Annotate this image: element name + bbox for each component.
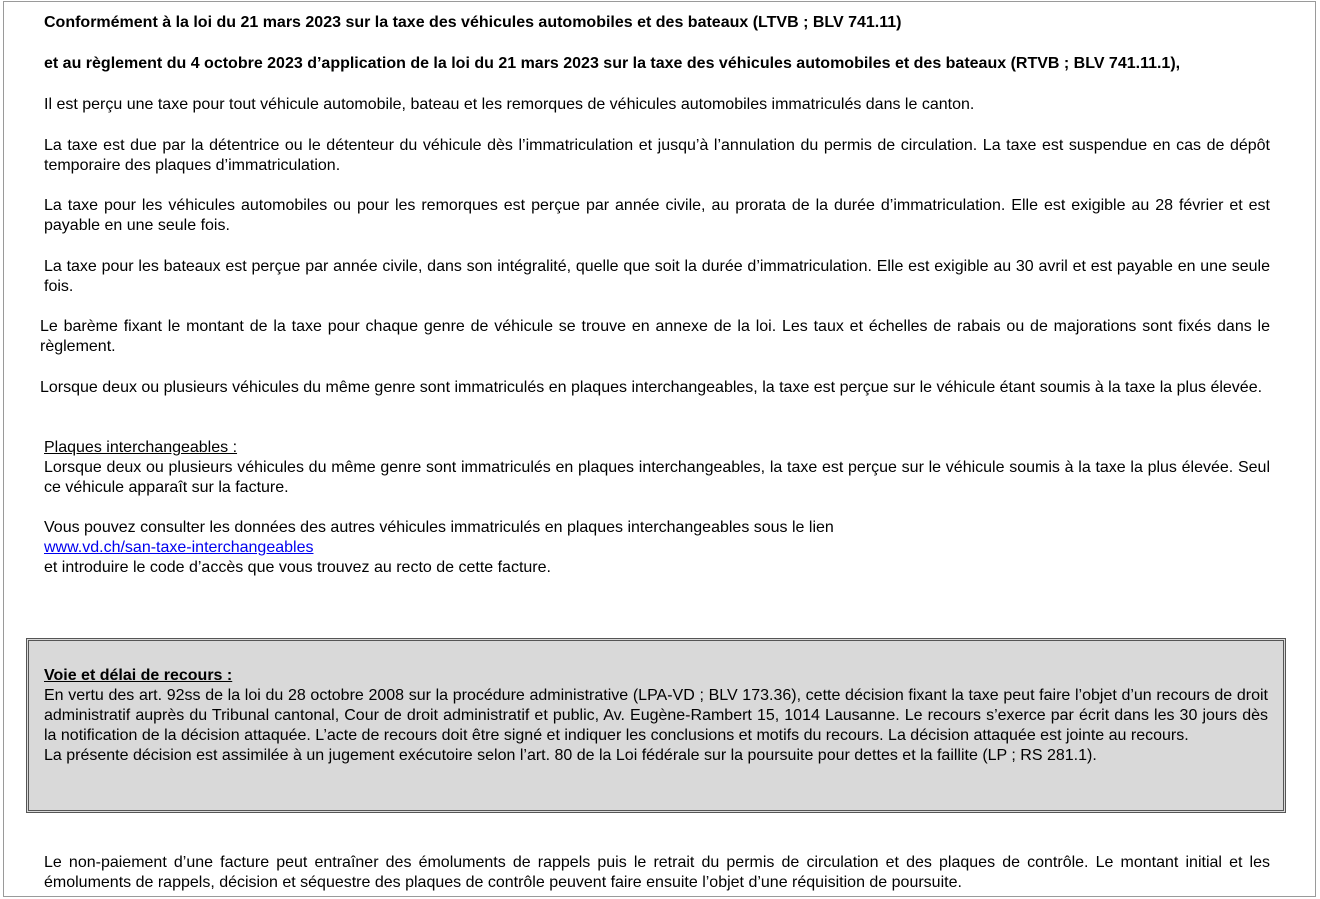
- recourse-text: En vertu des art. 92ss de la loi du 28 octobre 2008 sur la procédure administrative (LPA-VD ; BLV 173.36), cette décision fixant la taxe peut faire l’objet d’un recours de droit administratif auprès du Tribunal cantonal, Cour de droit administratif et public, Av. Eugène-Rambert 15, 1014 Lausanne. Le recours s’exerce par écrit dans les 30 jours dès la notification de la décision attaquée. L’acte de recours doit être signé et indiquer les conclusions et motifs du recours. La décision attaquée est jointe au recours.: [44, 687, 1268, 744]
- recourse-judgment-text: La présente décision est assimilée à un jugement exécutoire selon l’art. 80 de la Loi fédérale sur la poursuite pour dettes et la faillite (LP ; RS 281.1).: [44, 747, 1097, 764]
- interchangeable-text: Lorsque deux ou plusieurs véhicules du même genre sont immatriculés en plaques interchangeables, la taxe est perçue sur le véhicule soumis à la taxe la plus élevée. Seul ce véhicule apparaît sur la facture.: [44, 459, 1270, 496]
- paragraph-tax-debtor: La taxe est due par la détentrice ou le détenteur du véhicule dès l’immatriculation et jusqu’à l’annulation du permis de circulation. La taxe est suspendue en cas de dépôt temporaire des plaques d’immatriculation.: [44, 137, 1270, 174]
- recourse-content: [44, 666, 1268, 766]
- consult-text: Vous pouvez consulter les données des autres véhicules immatriculés en plaques interchangeables sous le lien: [44, 519, 834, 536]
- non-payment-notice: Le non-paiement d’une facture peut entraîner des émoluments de rappels puis le retrait du permis de circulation et des plaques de contrôle. Le montant initial et les émoluments de rappels, décision et séquestre des plaques de contrôle peuvent faire ensuite l’objet d’une réquisition de poursuite.: [44, 854, 1270, 891]
- interchangeable-heading: Plaques interchangeables :: [44, 439, 238, 456]
- recourse-box: [26, 638, 1286, 813]
- paragraph-tax-scale: Le barème fixant le montant de la taxe pour chaque genre de véhicule se trouve en annexe de la loi. Les taux et échelles de rabais ou de majorations sont fixés dans le règlement.: [40, 318, 1270, 355]
- interchangeable-section: [44, 438, 1270, 498]
- paragraph-interchangeable-rule: Lorsque deux ou plusieurs véhicules du même genre sont immatriculés en plaques interchangeables, la taxe est perçue sur le véhicule étant soumis à la taxe la plus élevée.: [40, 379, 1263, 396]
- access-code-text: et introduire le code d’accès que vous trouvez au recto de cette facture.: [44, 559, 551, 576]
- recourse-heading: Voie et délai de recours :: [44, 667, 233, 684]
- law-intro-line-2: et au règlement du 4 octobre 2023 d’application de la loi du 21 mars 2023 sur la taxe des véhicules automobiles et des bateaux (RTVB ; BLV 741.11.1),: [44, 55, 1181, 72]
- law-intro-line-1: Conformément à la loi du 21 mars 2023 sur la taxe des véhicules automobiles et des bateaux (LTVB ; BLV 741.11): [44, 14, 902, 31]
- paragraph-boat-tax-period: La taxe pour les bateaux est perçue par année civile, dans son intégralité, quelle que soit la durée d’immatriculation. Elle est exigible au 30 avril et est payable en une seule fois.: [44, 258, 1270, 295]
- paragraph-tax-scope: Il est perçu une taxe pour tout véhicule automobile, bateau et les remorques de véhicules automobiles immatriculés dans le canton.: [44, 96, 975, 113]
- consult-section: [44, 518, 1270, 578]
- interchangeable-link[interactable]: www.vd.ch/san-taxe-interchangeables: [44, 539, 314, 556]
- paragraph-vehicle-tax-period: La taxe pour les véhicules automobiles ou pour les remorques est perçue par année civile, au prorata de la durée d’immatriculation. Elle est exigible au 28 février et est payable en une seule fois.: [44, 197, 1270, 234]
